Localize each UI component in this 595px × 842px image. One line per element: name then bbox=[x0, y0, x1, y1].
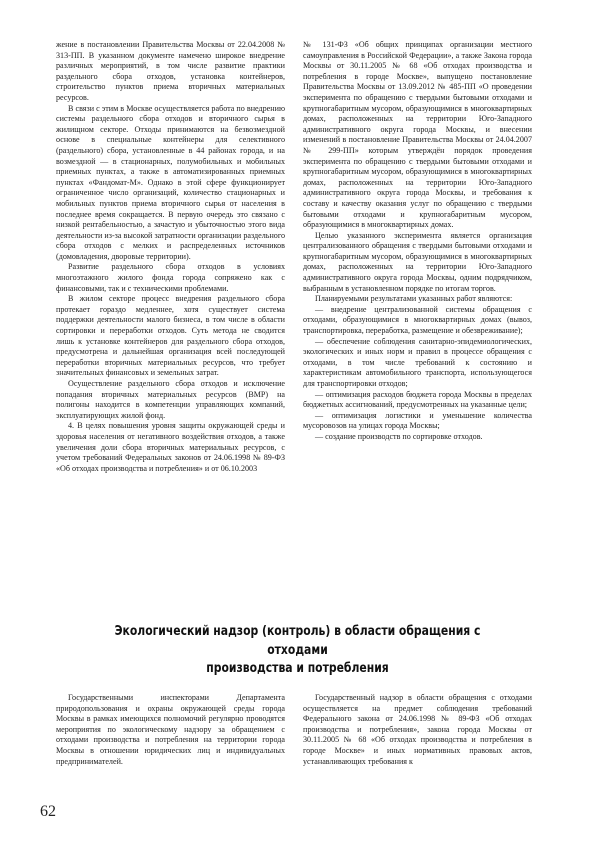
top-right-column bbox=[303, 40, 532, 443]
paragraph: Развитие раздельного сбора отходов в условиях многоэтажного жилого фонда города сопряжено как с финансовыми, так и с техническими проблемами. bbox=[56, 262, 285, 293]
bottom-left-column bbox=[56, 693, 285, 767]
paragraph: № 131-ФЗ «Об общих принципах организации местного самоуправления в Российской Федерации», а также Закона города Москвы от 30.11.2005 № 68 «Об отходах производства и потребления в городе Москве», выпущено постановление Правительства Москвы от 13.09.2012 № 485-ПП «О проведении эксперимента по обращению с твердыми бытовыми отходами и крупногабаритным мусором, образующимися в многоквартирных домах, расположенных на территории Юго-Западного административного округа города Москвы, и внесении изменений в постановление Правительства Москвы от 24.04.2007 № 299-ПП» которым утверждён порядок проведения эксперимента по обращению с твердыми бытовыми отходами и крупногабаритным мусором, образующимися в многоквартирных домах, расположенных на территории Юго-Западного административного округа города Москвы, и требования к составу и качеству оказания услуг по обращению с твердыми бытовыми отходами и крупногабаритным мусором, образующимися в многоквартирных домах. bbox=[303, 40, 532, 230]
list-item: — создание производств по сортировке отходов. bbox=[315, 431, 483, 441]
paragraph: В жилом секторе процесс внедрения раздельного сбора протекает гораздо медленнее, хотя существует система поддержки деятельности малого бизнеса, в том числе в области сортировки и переработки отходов. Суть метода не сводится лишь к установке контейнеров для раздельного сбора отходов, предусмотрена и дальнейшая организация всей последующей переработки вторичных материальных ресурсов, что требует значительных финансовых и земельных затрат. bbox=[56, 294, 285, 378]
list-item: — оптимизация логистики и уменьшение количества мусоровозов на улицах города Москвы; bbox=[303, 410, 532, 431]
paragraph: Государственными инспекторами Департамента природопользования и охраны окружающей среды города Москвы в рамках имеющихся полномочий регулярно проводятся мероприятия по экологическому надзору за обращением с отходами производства и потребления на территории города Москвы в отношении юридических лиц и индивидуальных предпринимателей. bbox=[56, 693, 285, 766]
list-item: — оптимизация расходов бюджета города Москвы в пределах бюджетных ассигнований, предусмотренных на указанные цели; bbox=[303, 389, 532, 410]
paragraph: 4. В целях повышения уровня защиты окружающей среды и здоровья населения от негативного воздействия отходов, а также увеличения доли сбора вторичных материальных ресурсов, с учетом требований Федеральных законов от 24.06.1998 № 89-ФЗ «Об отходах производства и потребления» и от 06.10.2003 bbox=[56, 421, 285, 473]
paragraph: Осуществление раздельного сбора отходов и исключение попадания вторичных материальных ресурсов (ВМР) на полигоны находится в компетенции управляющих компаний, эксплуатирующих жилой фонд. bbox=[56, 379, 285, 420]
page-number: 62 bbox=[40, 803, 56, 820]
paragraph: Государственный надзор в области обращения с отходами осуществляется на предмет соблюдения требований Федерального закона от 24.06.1998 № 89-ФЗ «Об отходах производства и потребления», закона города Москвы от 30.11.2005 № 68 «Об отходах производства и потребления в городе Москве» и иных нормативных правовых актов, устанавливающих требования к bbox=[303, 693, 532, 766]
list-item: — внедрение централизованной системы обращения с отходами, образующимися в многоквартирных домах (вывоз, транспортировка, переработка, размещение и обезвреживание); bbox=[303, 304, 532, 336]
list-item: — обеспечение соблюдения санитарно-эпидемиологических, экологических и иных норм и правил в процессе обращения с отходами, в том числе требований к состоянию и характеристикам автомобильного транспорта, использующегося для транспортировки отходов; bbox=[303, 336, 532, 388]
section-heading-line: Экологический надзор (контроль) в области обращения с отходами bbox=[114, 624, 481, 658]
paragraph: В связи с этим в Москве осуществляется работа по внедрению системы раздельного сбора отходов и вторичного сырья в жилищном секторе. Отходы принимаются на безвозмездной основе в специальные контейнеры для селективного (раздельного) сбора, установленные в 44 районах города, и на возмездной — в стационарных, полумобильных и мобильных приемных пунктах, а также в автоматизированных приемных пунктах «Фандомат-М». Однако в этой сфере функционирует ограниченное число организаций, количество стационарных и мобильных пунктов приема вторичного сырья от населения в последнее время сокращается. В первую очередь это связано с низкой рентабельностью, а зачастую и убыточностью этого вида деятельности из-за высокой затратности организации раздельного сбора отходов с мелких и распределенных источников (домовладения, дворовые территории). bbox=[56, 103, 285, 261]
paragraph: жение в постановлении Правительства Москвы от 22.04.2008 № 313-ПП. В указанном документе намечено широкое внедрение различных мероприятий, в том числе развитие практики раздельного сбора отходов, установка контейнеров, строительство пунктов приема вторичных материальных ресурсов. bbox=[56, 40, 285, 102]
section-heading bbox=[86, 623, 508, 679]
top-left-column bbox=[56, 40, 285, 474]
bottom-right-column bbox=[303, 693, 532, 767]
paragraph: Целью указанного эксперимента является организация централизованного обращения с твердыми бытовыми отходами и крупногабаритным мусором, образующимися в многоквартирных домах, расположенных на территории Юго-Западного административного округа города Москвы, одним подрядчиком, выбранным в установленном порядке по итогам торгов. bbox=[303, 230, 532, 293]
section-heading-line: производства и потребления bbox=[206, 661, 389, 676]
paragraph: Планируемыми результатами указанных работ являются: bbox=[315, 294, 513, 304]
